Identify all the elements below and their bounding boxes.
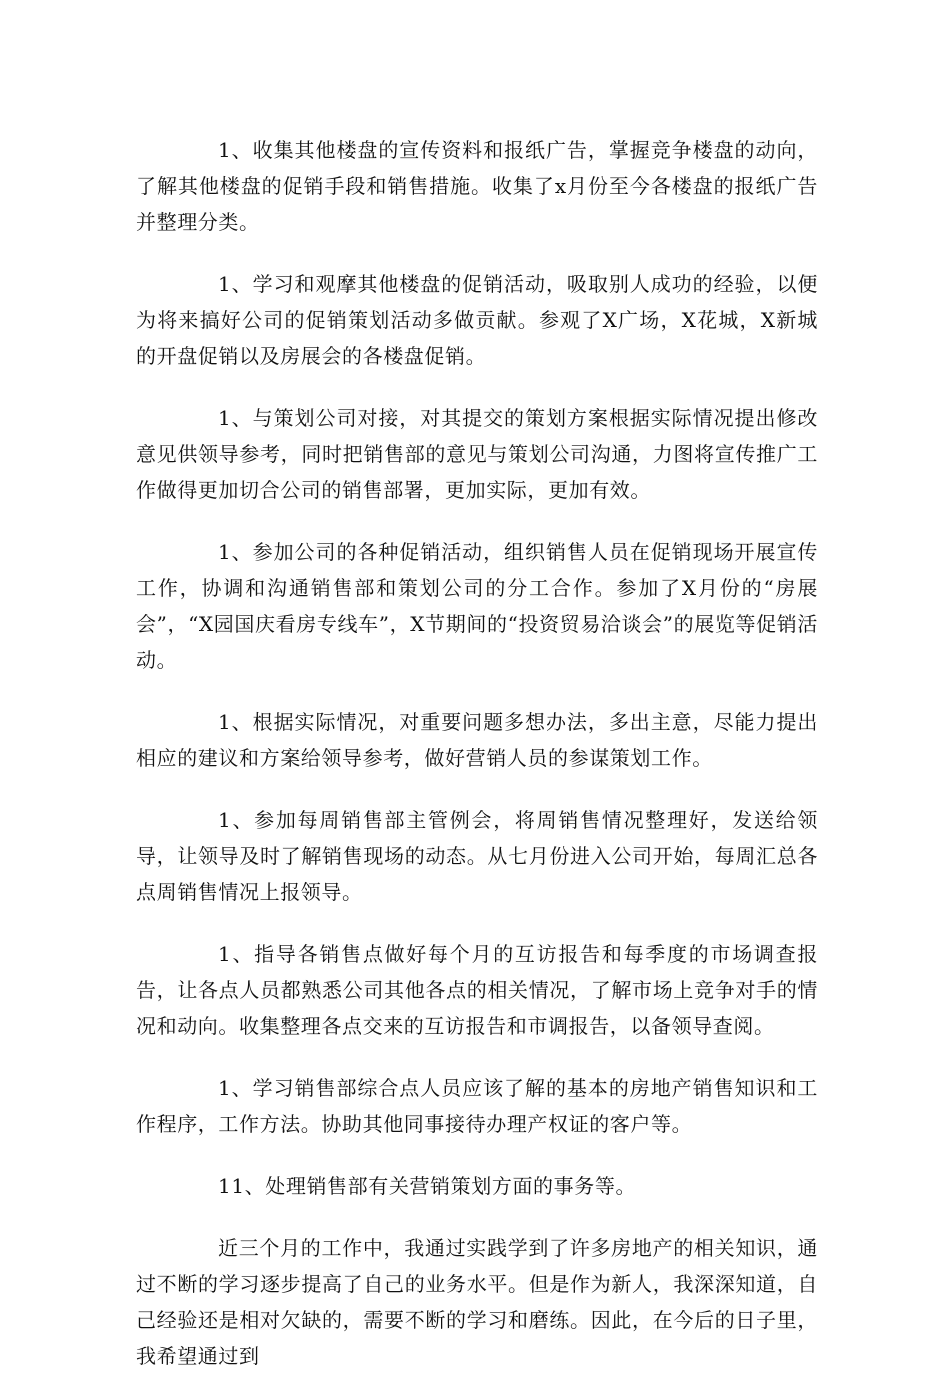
paragraph-7: 1、指导各销售点做好每个月的互访报告和每季度的市场调查报告，让各点人员都熟悉公司其他各点的相关情况，了解市场上竞争对手的情况和动向。收集整理各点交来的互访报告和市调报告，以备领导查阅。 (136, 942, 818, 1038)
paragraph-1: 1、收集其他楼盘的宣传资料和报纸广告，掌握竞争楼盘的动向，了解其他楼盘的促销手段和销售措施。收集了x月份至今各楼盘的报纸广告并整理分类。 (136, 138, 818, 234)
paragraph-10: 近三个月的工作中，我通过实践学到了许多房地产的相关知识，通过不断的学习逐步提高了自己的业务水平。但是作为新人，我深深知道，自己经验还是相对欠缺的，需要不断的学习和磨练。因此，在今后的日子里，我希望通过到 (136, 1236, 818, 1368)
paragraph-9: 11、处理销售部有关营销策划方面的事务等。 (218, 1174, 637, 1198)
paragraph-4: 1、参加公司的各种促销活动，组织销售人员在促销现场开展宣传工作，协调和沟通销售部和策划公司的分工合作。参加了X月份的“房展会”，“X园国庆看房专线车”，X节期间的“投资贸易洽谈会”的展览等促销活动。 (136, 540, 818, 672)
paragraph-8: 1、学习销售部综合点人员应该了解的基本的房地产销售知识和工作程序，工作方法。协助其他同事接待办理产权证的客户等。 (136, 1076, 818, 1136)
paragraph-3: 1、与策划公司对接，对其提交的策划方案根据实际情况提出修改意见供领导参考，同时把销售部的意见与策划公司沟通，力图将宣传推广工作做得更加切合公司的销售部署，更加实际，更加有效。 (136, 406, 818, 502)
paragraph-6: 1、参加每周销售部主管例会，将周销售情况整理好，发送给领导，让领导及时了解销售现场的动态。从七月份进入公司开始，每周汇总各点周销售情况上报领导。 (136, 808, 818, 904)
document-body (136, 132, 818, 1400)
paragraph-2: 1、学习和观摩其他楼盘的促销活动，吸取别人成功的经验，以便为将来搞好公司的促销策划活动多做贡献。参观了X广场，X花城，X新城的开盘促销以及房展会的各楼盘促销。 (136, 272, 818, 368)
paragraph-5: 1、根据实际情况，对重要问题多想办法，多出主意，尽能力提出相应的建议和方案给领导参考，做好营销人员的参谋策划工作。 (136, 710, 818, 770)
